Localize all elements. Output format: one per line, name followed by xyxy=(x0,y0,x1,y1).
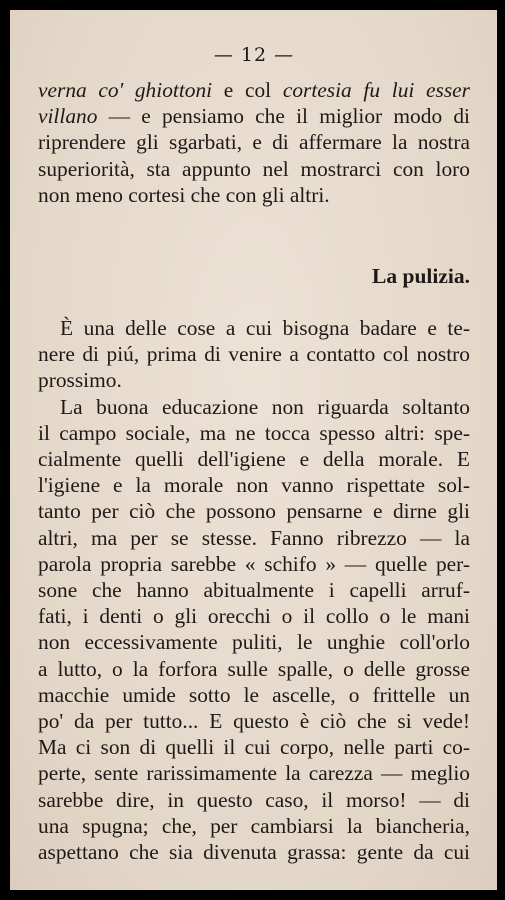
text-line: nere di piú, prima di venire a contatto col nostro xyxy=(38,342,470,367)
text-line: una spugna; che, per cambiarsi la biancheria, xyxy=(38,813,470,838)
text-line: Ma ci son di quelli il cui corpo, nelle parti co- xyxy=(38,735,470,760)
text-line: non meno cortesi che con gli altri. xyxy=(38,182,330,207)
text-line: tanto per ciò che possono pensarne e dirne gli xyxy=(38,499,470,524)
italic-phrase: cortesia fu lui esser xyxy=(282,78,470,102)
text-line: a lutto, o la forfora sulle spalle, o delle grosse xyxy=(38,656,470,681)
text-line: villano — e pensiamo che il miglior modo di xyxy=(38,104,470,129)
continuation-paragraph xyxy=(38,77,470,208)
text-line: macchie umide sotto le ascelle, o frittelle un xyxy=(38,682,470,707)
text-line: parola propria sarebbe « schifo » — quelle per- xyxy=(38,551,470,576)
text-line: riprendere gli sgarbati, e di affermare la nostra xyxy=(38,130,470,155)
text-line: non eccessivamente puliti, le unghie coll'orlo xyxy=(38,630,470,655)
text-line: po' da per tutto... E questo è ciò che si vede! xyxy=(38,709,470,734)
text-line: La buona educazione non riguarda soltanto xyxy=(60,394,470,419)
text-line: il campo sociale, ma ne tocca spesso altri: spe- xyxy=(38,420,470,445)
text-line: perte, sente rarissimamente la carezza — meglio xyxy=(38,761,470,786)
text-line: fati, i denti o gli orecchi o il collo o le mani xyxy=(38,604,470,629)
book-page xyxy=(10,10,497,890)
text-line: superiorità, sta appunto nel mostrarci con loro xyxy=(38,156,470,181)
text-line: verna co' ghiottoni e col cortesia fu lui esser xyxy=(38,78,470,102)
text-line: cialmente quelli dell'igiene e della morale. E xyxy=(38,447,470,472)
text-line: altri, ma per se stesse. Fanno ribrezzo — la xyxy=(38,525,470,550)
italic-phrase: villano xyxy=(38,104,98,129)
text-line: aspettano che sia divenuta grassa: gente da cui xyxy=(38,840,470,865)
text-line: sarebbe dire, in questo caso, il morso! — di xyxy=(38,787,470,812)
italic-phrase: verna co' ghiottoni xyxy=(38,78,213,102)
page-number: — 12 — xyxy=(213,44,295,66)
text-line: l'igiene e la morale non vanno rispettate sol- xyxy=(38,473,470,498)
paragraph-2 xyxy=(38,394,470,866)
text-line: sone che hanno abitualmente i capelli arruf- xyxy=(38,578,470,603)
paragraph-1 xyxy=(38,315,470,394)
text-line: È una delle cose a cui bisogna badare e te- xyxy=(60,316,470,341)
text-line: prossimo. xyxy=(38,368,122,393)
section-title: La pulizia. xyxy=(372,264,470,289)
